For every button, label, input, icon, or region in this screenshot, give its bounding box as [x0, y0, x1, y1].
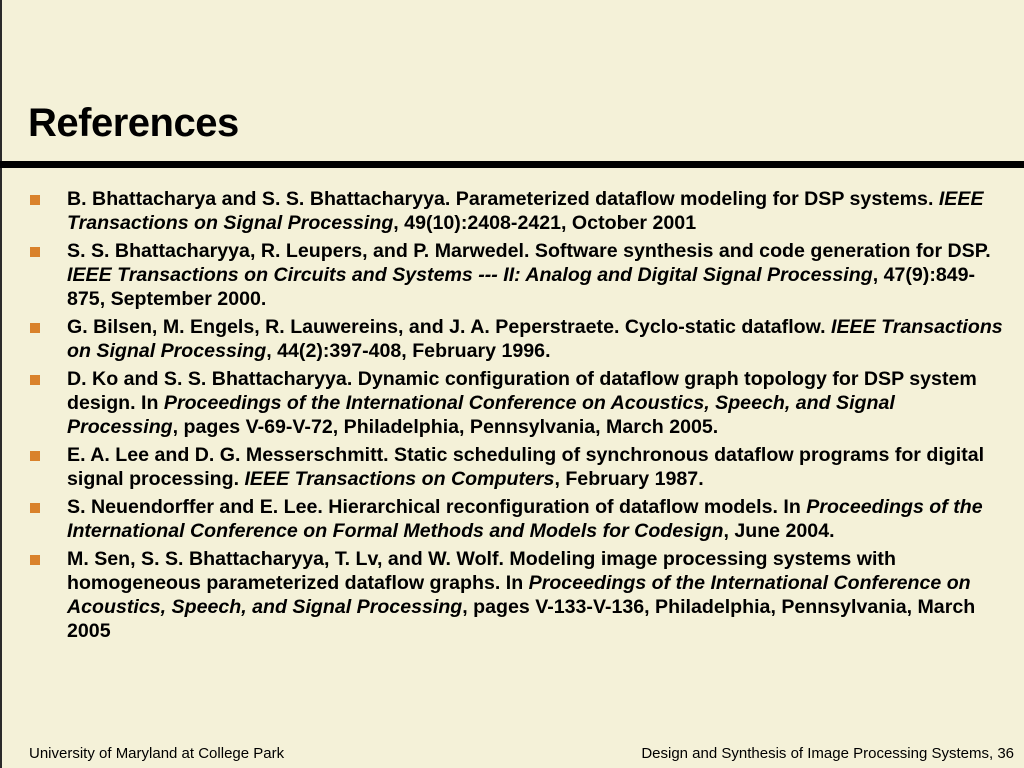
- square-bullet-icon: [30, 323, 40, 333]
- reference-authors-title: M. Sen, S. S. Bhattacharyya, T. Lv, and W. Wolf. Modeling image processing systems with homogeneous parameterized dataflow graphs. In: [67, 548, 896, 594]
- left-edge-rule: [0, 0, 2, 768]
- reference-details: , 47(9):849-875, September 2000.: [67, 264, 976, 310]
- reference-item: [28, 495, 1004, 543]
- square-bullet-icon: [30, 247, 40, 257]
- reference-details: , February 1987.: [554, 468, 704, 490]
- square-bullet-icon: [30, 451, 40, 461]
- reference-authors-title: D. Ko and S. S. Bhattacharyya. Dynamic configuration of dataflow graph topology for DSP system design. In: [67, 368, 977, 414]
- reference-details: , June 2004.: [723, 520, 835, 542]
- reference-item: [28, 547, 1004, 643]
- reference-authors-title: S. S. Bhattacharyya, R. Leupers, and P. Marwedel. Software synthesis and code generation for DSP.: [67, 240, 991, 262]
- footer-institution: University of Maryland at College Park: [29, 745, 285, 762]
- reference-details: , 49(10):2408-2421, October 2001: [393, 212, 697, 234]
- reference-authors-title: B. Bhattacharya and S. S. Bhattacharyya. Parameterized dataflow modeling for DSP systems.: [67, 188, 939, 210]
- reference-list: [28, 187, 1004, 647]
- reference-authors-title: S. Neuendorffer and E. Lee. Hierarchical reconfiguration of dataflow models. In: [67, 496, 807, 518]
- reference-venue: IEEE Transactions on Signal Processing: [67, 316, 1003, 362]
- reference-authors-title: G. Bilsen, M. Engels, R. Lauwereins, and J. A. Peperstraete. Cyclo-static dataflow.: [67, 316, 832, 338]
- footer-course-page: Design and Synthesis of Image Processing Systems, 36: [641, 745, 1014, 762]
- reference-venue: IEEE Transactions on Circuits and Systems --- II: Analog and Digital Signal Processing: [67, 264, 873, 286]
- reference-venue: Proceedings of the International Conference on Formal Methods and Models for Codesign: [67, 496, 983, 542]
- reference-venue: IEEE Transactions on Signal Processing: [67, 188, 984, 234]
- square-bullet-icon: [30, 375, 40, 385]
- square-bullet-icon: [30, 503, 40, 513]
- reference-authors-title: E. A. Lee and D. G. Messerschmitt. Static scheduling of synchronous dataflow programs for digital signal processing.: [67, 444, 985, 490]
- reference-item: [28, 187, 1004, 235]
- square-bullet-icon: [30, 195, 40, 205]
- square-bullet-icon: [30, 555, 40, 565]
- reference-item: [28, 443, 1004, 491]
- slide-title: References: [28, 101, 239, 145]
- reference-venue: IEEE Transactions on Computers: [244, 468, 555, 490]
- reference-item: [28, 367, 1004, 439]
- reference-item: [28, 239, 1004, 311]
- reference-venue: Proceedings of the International Conference on Acoustics, Speech, and Signal Processing: [67, 392, 895, 438]
- title-divider: [0, 161, 1024, 168]
- reference-details: , pages V-69-V-72, Philadelphia, Pennsylvania, March 2005.: [172, 416, 719, 438]
- reference-item: [28, 315, 1004, 363]
- reference-details: , 44(2):397-408, February 1996.: [266, 340, 551, 362]
- reference-venue: Proceedings of the International Conference on Acoustics, Speech, and Signal Processing: [67, 572, 971, 618]
- reference-details: , pages V-133-V-136, Philadelphia, Pennsylvania, March 2005: [67, 596, 976, 642]
